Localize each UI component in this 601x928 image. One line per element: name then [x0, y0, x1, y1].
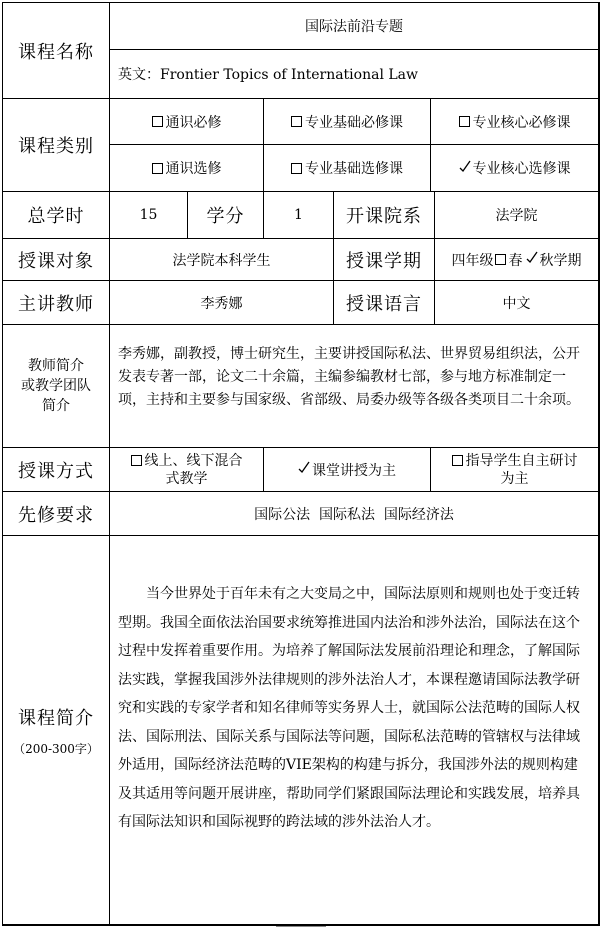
course-intro-label: 课程简介: [18, 707, 94, 729]
team-intro-text: 李秀娜，副教授，博士研究生，主要讲授国际私法、世界贸易组织法，公开发表专著一部，论文二十余篇，主编参编教材七部，参与地方标准制定一项，主持和主要参与国家级、省部级、局委办级等各级各类项目二十余项。: [110, 325, 599, 448]
category-option-basic-required[interactable]: [264, 99, 431, 145]
method-option-blended[interactable]: [110, 448, 264, 492]
checkbox-unchecked-icon: [452, 455, 463, 466]
checkbox-unchecked-icon: [152, 163, 163, 174]
course-intro-label-cell: [3, 536, 110, 925]
method-option-blended-line1: 线上、线下混合: [131, 452, 243, 470]
total-hours-label: 总学时: [3, 192, 110, 239]
checkmark-icon: [298, 461, 310, 478]
college-value: 法学院: [435, 192, 599, 239]
method-option-blended-line2: 式教学: [165, 470, 208, 487]
method-option-lecture-label: 课堂讲授为主: [312, 462, 396, 479]
team-intro-label: [3, 325, 110, 448]
category-option-label: 专业基础选修课: [305, 161, 403, 177]
course-intro-text: 当今世界处于百年未有之大变局之中，国际法原则和规则也处于变迁转型期。我国全面依法治国要求统筹推进国内法治和涉外法治，国际法在这个过程中发挥着重要作用。为培养了解国际法发展前沿理论和理念，了解国际法实践，掌握我国涉外法律规则的涉外法治人才，本课程邀请国际法教学研究和实践的专家学者和知名律师等实务界人士，就国际公法范畴的国际人权法、国际刑法、国际关系与国际法等问题，国际私法范畴的管辖权与法律域外适用，国际经济法范畴的VIE架构的构建与拆分，我国涉外法的规则构建及其适用等问题开展讲座，帮助同学们紧跟国际法理论和实践发展，培养具有国际法知识和国际视野的跨法域的涉外法治人才。: [110, 536, 599, 925]
course-name-english: 英文：Frontier Topics of International Law: [110, 50, 599, 99]
course-name-chinese: 国际法前沿专题: [110, 3, 599, 50]
course-intro-sublabel: （200-300字）: [13, 741, 99, 756]
checkbox-unchecked-icon: [131, 455, 142, 466]
category-option-label: 专业核心选修课: [472, 161, 571, 177]
college-label: 开课院系: [334, 192, 435, 239]
course-info-table: [2, 2, 600, 926]
checkbox-unchecked-icon: [291, 163, 302, 174]
credit-value: 1: [264, 192, 334, 239]
category-option-general-elective[interactable]: [110, 145, 264, 192]
method-option-lecture[interactable]: [264, 448, 431, 492]
checkbox-unchecked-icon: [459, 116, 470, 127]
prereq-label: 先修要求: [3, 492, 110, 536]
team-intro-label-line3: 简介: [42, 398, 70, 414]
audience-value: 法学院本科学生: [110, 239, 334, 281]
course-category-label: 课程类别: [3, 99, 110, 192]
method-option-self-study[interactable]: [431, 448, 599, 492]
page-bottom-divider: [276, 926, 326, 927]
teacher-label: 主讲教师: [3, 281, 110, 325]
checkbox-unchecked-icon: [152, 116, 163, 127]
checkmark-icon: [459, 160, 471, 177]
category-option-label: 通识选修: [165, 161, 222, 177]
course-name-label: 课程名称: [3, 3, 110, 99]
language-label: 授课语言: [334, 281, 435, 325]
category-option-core-required[interactable]: [431, 99, 599, 145]
method-option-self-study-line2: 为主: [500, 470, 529, 487]
category-option-label: 通识必修: [165, 114, 222, 131]
team-intro-label-line2: 或教学团队: [21, 378, 91, 394]
team-intro-label-line1: 教师简介: [28, 358, 84, 374]
checkbox-unchecked-icon: [291, 116, 302, 127]
semester-spring: 春: [508, 252, 523, 269]
language-value: 中文: [435, 281, 599, 325]
category-option-label: 专业核心必修课: [472, 114, 571, 131]
category-option-core-elective[interactable]: [431, 145, 599, 192]
semester-label: 授课学期: [334, 239, 435, 281]
semester-grade: 四年级: [451, 252, 494, 269]
prereq-value: 国际公法 国际私法 国际经济法: [110, 492, 599, 536]
credit-label: 学分: [188, 192, 264, 239]
category-option-label: 专业基础必修课: [305, 114, 403, 131]
category-option-general-required[interactable]: [110, 99, 264, 145]
teacher-value: 李秀娜: [110, 281, 334, 325]
semester-autumn: 秋学期: [539, 252, 582, 269]
semester-value: [435, 239, 599, 281]
category-option-basic-elective[interactable]: [264, 145, 431, 192]
checkbox-unchecked-icon[interactable]: [495, 254, 506, 265]
total-hours-value: 15: [110, 192, 188, 239]
checkmark-icon[interactable]: [526, 251, 538, 268]
method-label: 授课方式: [3, 448, 110, 492]
method-option-self-study-line1: 指导学生自主研讨: [452, 452, 578, 470]
audience-label: 授课对象: [3, 239, 110, 281]
